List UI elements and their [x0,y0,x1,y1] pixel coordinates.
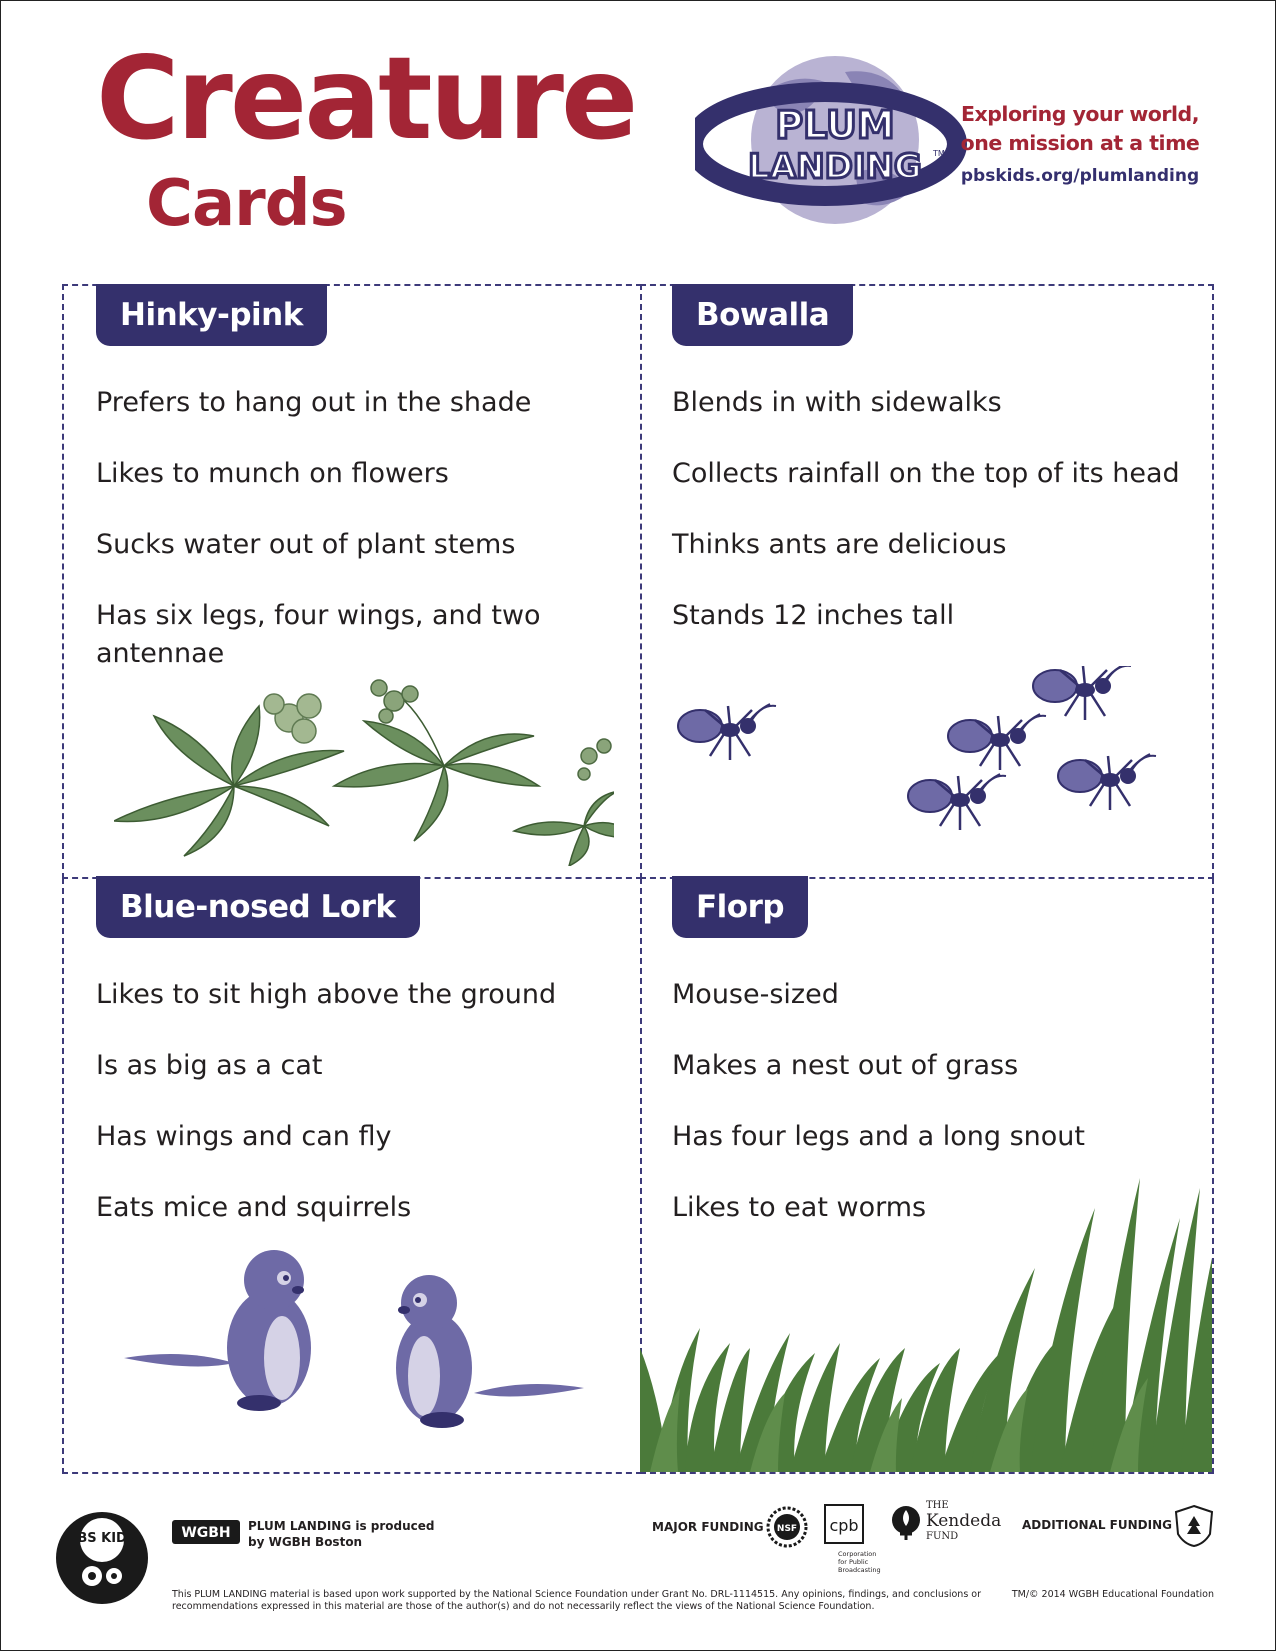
cpb-logo [824,1504,864,1544]
trait-item: Stands 12 inches tall [672,600,955,631]
svg-text:cpb: cpb [829,1516,859,1535]
card-name-tab: Hinky-pink [96,284,327,346]
svg-text:WGBH: WGBH [181,1525,231,1541]
trait-item: Collects rainfall on the top of its head [672,458,1180,489]
trait-item: Likes to munch on flowers [96,458,449,489]
kendeda-fund: FUND [926,1531,959,1542]
plants-illustration [114,676,614,866]
trait-item: Blends in with sidewalks [672,387,1002,418]
produced-by-text [248,1518,435,1550]
trait-item: Mouse-sized [672,979,839,1010]
ant [678,704,776,760]
card-bowalla [640,284,1214,879]
squirrel [396,1275,584,1428]
card-blue-nosed-lork [62,878,642,1474]
svg-text:PBS KIDS: PBS KIDS [67,1531,137,1546]
kendeda-fund-logo [926,1500,1001,1542]
copyright-notice: TM/© 2014 WGBH Educational Foundation [1011,1589,1214,1600]
svg-text:TM: TM [933,149,945,158]
tagline [950,100,1210,186]
squirrels-illustration [124,1248,584,1438]
plum-landing-logo [695,52,973,228]
trait-item: Makes a nest out of grass [672,1050,1019,1081]
wgbh-logo [172,1520,240,1544]
svg-text:NSF: NSF [776,1524,798,1534]
card-name-tab: Blue-nosed Lork [96,876,420,938]
cpb-caption [838,1550,881,1574]
trait-list [96,976,616,1260]
trait-item: Thinks ants are delicious [672,529,1007,560]
trait-item: Likes to sit high above the ground [96,979,557,1010]
trait-item: Has wings and can fly [96,1121,392,1152]
grass-illustration [640,1178,1212,1472]
nsf-disclaimer: This PLUM LANDING material is based upon work supported by the National Science Foundation under Grant No. DRL-1114515. Any opinions, findings, and conclusions or recommendations expressed in this material are those of the author(s) and do not necessarily reflect the views of the National Science Foundation. [172,1589,982,1612]
website-url[interactable]: pbskids.org/plumlanding [960,166,1200,186]
cpb-caption-line: for Public [838,1558,869,1566]
ant [1058,754,1156,810]
ant [908,774,1006,830]
produced-line-2: by WGBH Boston [248,1535,363,1549]
squirrel [124,1250,311,1411]
kendeda-name: Kendeda [926,1511,1002,1531]
card-name-tab: Florp [672,876,808,938]
card-hinky-pink [62,284,642,879]
cpb-caption-line: Corporation [838,1550,877,1558]
kendeda-fund-icon [890,1504,922,1544]
trait-item: Eats mice and squirrels [96,1192,412,1223]
kendeda-the: THE [926,1500,949,1511]
major-funding-label: MAJOR FUNDING [652,1520,764,1534]
creature-cards-grid [62,284,1214,1474]
card-florp [640,878,1214,1474]
trait-item: Is as big as a cat [96,1050,323,1081]
page-subtitle: Cards [146,167,347,241]
tagline-line-2: one mission at a time [960,131,1200,155]
cpb-caption-line: Broadcasting [838,1566,881,1574]
ant [1033,666,1131,720]
card-name-tab: Bowalla [672,284,853,346]
trait-item: Has four legs and a long snout [672,1121,1085,1152]
svg-text:PLUM: PLUM [775,103,895,147]
produced-line-1: PLUM LANDING is produced [248,1519,435,1533]
trait-item: Sucks water out of plant stems [96,529,516,560]
trait-item: Has six legs, four wings, and two antennae [96,600,541,669]
ants-illustration [660,666,1180,866]
page-title: Creature [96,32,636,165]
trait-list [672,384,1192,668]
trait-list [96,384,616,706]
additional-funding-label: ADDITIONAL FUNDING [1022,1518,1172,1532]
trait-item: Prefers to hang out in the shade [96,387,532,418]
forest-service-shield-icon [1174,1504,1214,1548]
nsf-logo [766,1506,808,1548]
pbs-kids-logo [54,1510,150,1606]
trait-item: Likes to eat worms [672,1192,927,1223]
tagline-line-1: Exploring your world, [961,102,1199,126]
ant [948,714,1046,770]
svg-text:LANDING: LANDING [748,147,922,187]
